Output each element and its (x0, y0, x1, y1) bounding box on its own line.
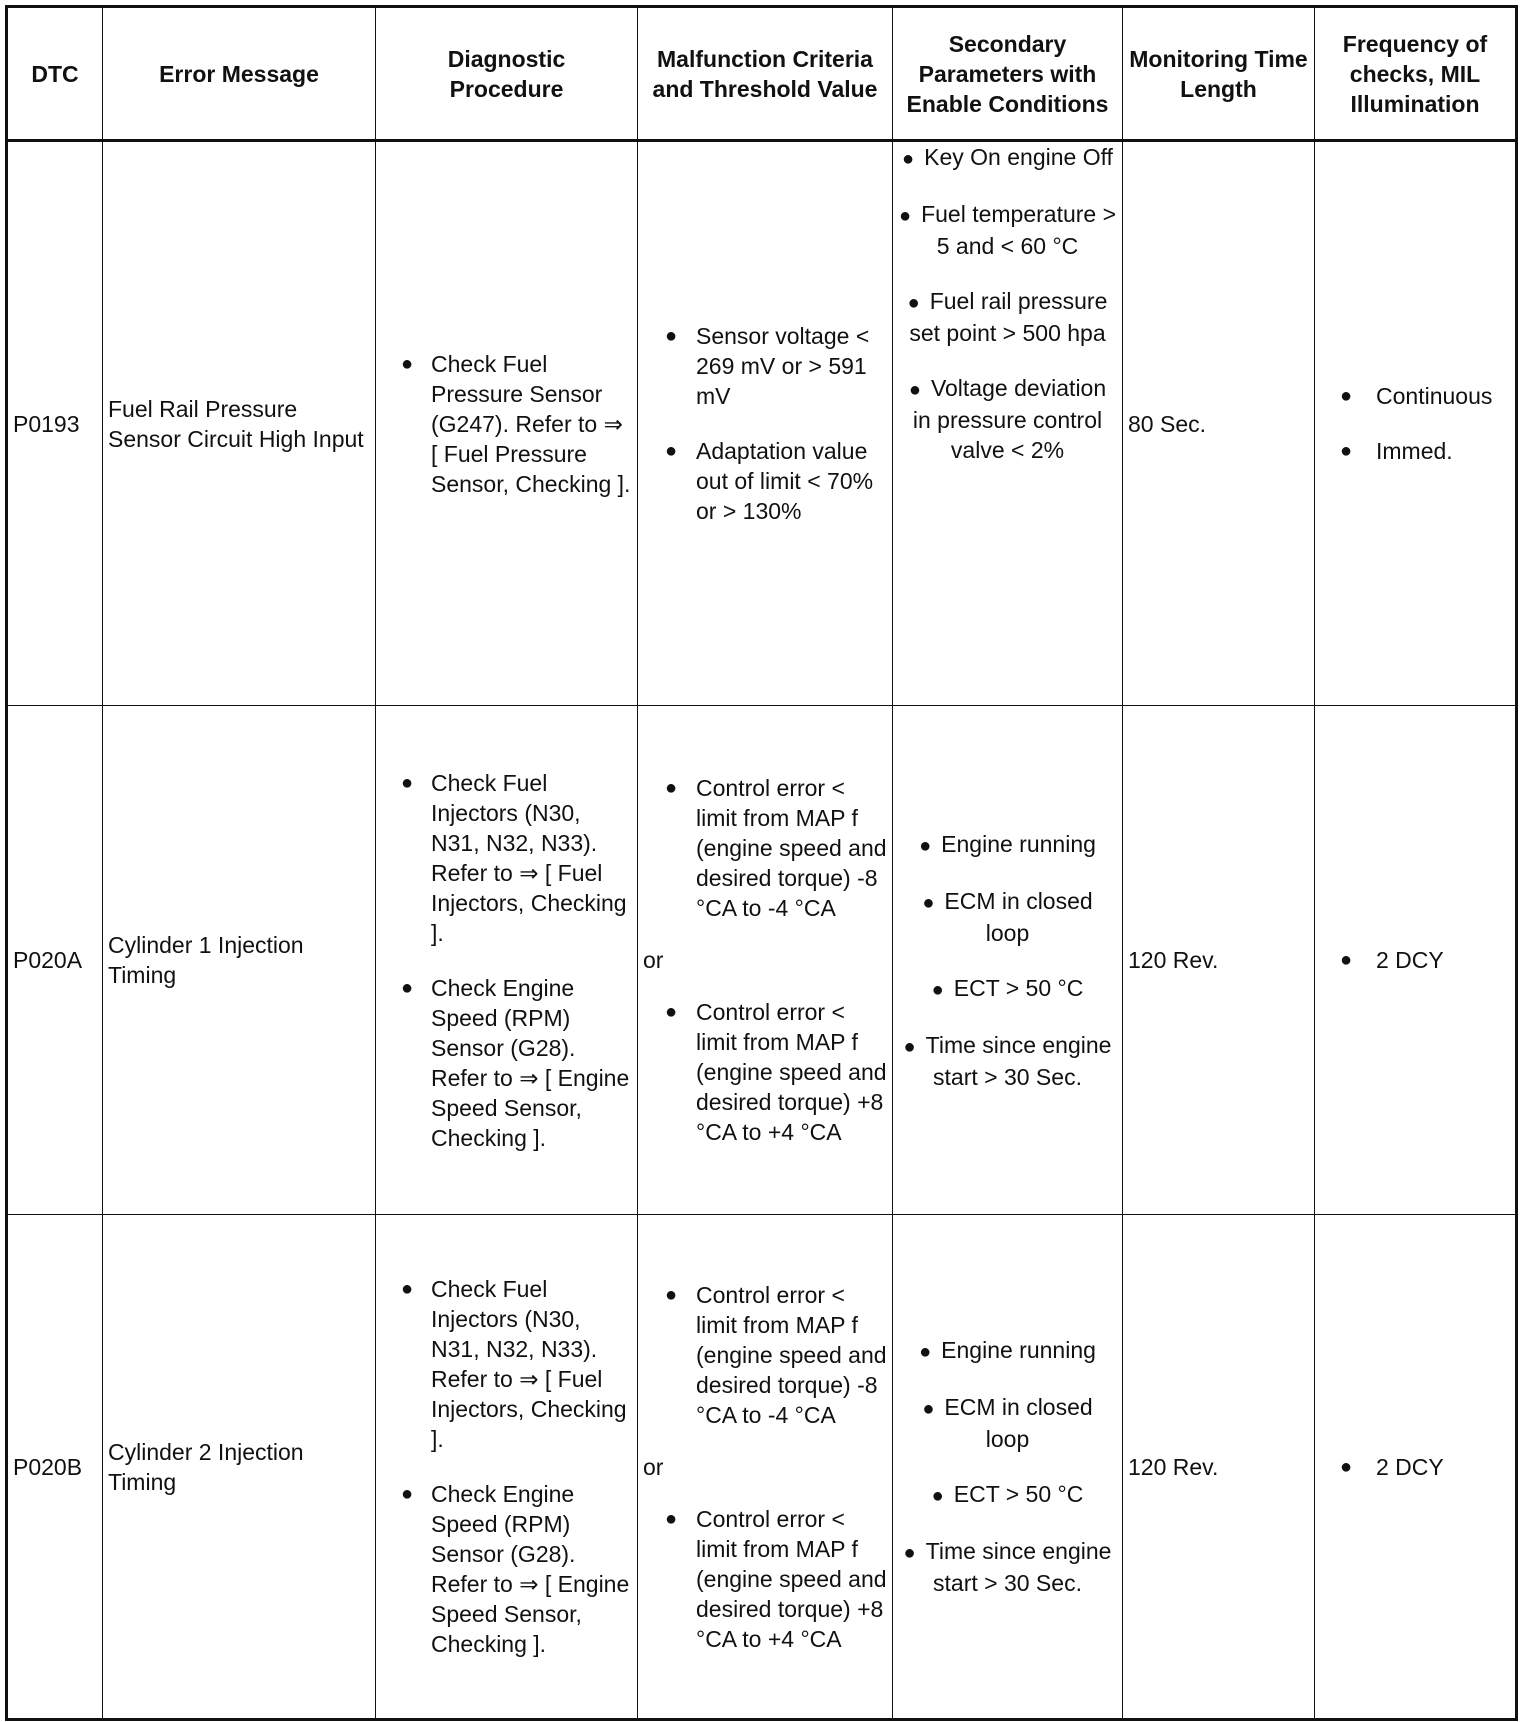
criteria-item: ● Control error < limit from MAP f (engine speed and desired torque) +8 °CA to +4 °CA (643, 997, 887, 1147)
procedure-item: ● Check Fuel Pressure Sensor (G247). Refer to ⇒ [ Fuel Pressure Sensor, Checking ]. (381, 349, 632, 499)
secondary-parameters (893, 141, 1123, 706)
frequency-item: ● Immed. (1320, 436, 1510, 466)
bullet-icon: ● (922, 1398, 935, 1420)
frequency (1315, 1215, 1517, 1720)
or-separator: or (643, 1453, 664, 1480)
criteria-item: ● Control error < limit from MAP f (engine speed and desired torque) +8 °CA to +4 °CA (643, 1504, 887, 1654)
error-message: Cylinder 1 Injection Timing (103, 706, 376, 1215)
header-monitoring-time: Monitoring Time Length (1123, 7, 1315, 141)
procedure-item: ● Check Engine Speed (RPM) Sensor (G28). Refer to ⇒ [ Engine Speed Sensor, Checking ]. (381, 1479, 632, 1659)
diagnostic-procedure (376, 141, 638, 706)
error-message: Cylinder 2 Injection Timing (103, 1215, 376, 1720)
frequency (1315, 706, 1517, 1215)
bullet-icon: ● (898, 205, 912, 227)
procedure-item: ● Check Fuel Injectors (N30, N31, N32, N33). Refer to ⇒ [ Fuel Injectors, Checking ]. (381, 1274, 632, 1454)
bullet-icon: ● (919, 1341, 932, 1363)
bullet-icon: ● (919, 834, 932, 857)
header-malfunction-criteria: Malfunction Criteria and Threshold Value (638, 7, 893, 141)
header-dtc: DTC (7, 7, 103, 141)
criteria-item: ● Control error < limit from MAP f (engine speed and desired torque) -8 °CA to -4 °CA (643, 773, 887, 923)
bullet-icon: ● (931, 978, 944, 1001)
table-row (7, 706, 1517, 1215)
monitoring-time: 80 Sec. (1123, 141, 1315, 706)
criteria-item: ● Sensor voltage < 269 mV or > 591 mV (643, 321, 887, 411)
parameter-item: ● ECT > 50 °C (931, 974, 1084, 1001)
bullet-icon: ● (903, 1035, 916, 1058)
table-row (7, 1215, 1517, 1720)
procedure-item: ● Check Fuel Injectors (N30, N31, N32, N33). Refer to ⇒ [ Fuel Injectors, Checking ]. (381, 768, 632, 948)
parameter-item: ● ECM in closed loop (922, 887, 1093, 946)
diagnostic-procedure (376, 706, 638, 1215)
parameter-item: ● Engine running (919, 830, 1096, 857)
header-diagnostic-procedure: Diagnostic Procedure (376, 7, 638, 141)
monitoring-time: 120 Rev. (1123, 706, 1315, 1215)
frequency-item: ● 2 DCY (1320, 945, 1510, 975)
parameter-item: ● ECM in closed loop (922, 1394, 1093, 1452)
bullet-icon: ● (908, 379, 921, 401)
dtc-code: P020B (7, 1215, 103, 1720)
criteria-item: ● Adaptation value out of limit < 70% or > 130% (643, 436, 887, 526)
malfunction-criteria (638, 141, 893, 706)
secondary-parameters (893, 1215, 1123, 1720)
bullet-icon: ● (907, 292, 920, 314)
frequency-item: ● Continuous (1320, 381, 1510, 411)
parameter-item: ● Engine running (919, 1337, 1096, 1363)
parameter-item: ● Voltage deviation in pressure control valve < 2% (908, 375, 1107, 463)
parameter-item: ● Time since engine start > 30 Sec. (903, 1538, 1112, 1596)
parameter-item: ● Fuel rail pressure set point > 500 hpa (907, 288, 1108, 346)
bullet-icon: ● (903, 1542, 916, 1564)
procedure-item: ● Check Engine Speed (RPM) Sensor (G28). Refer to ⇒ [ Engine Speed Sensor, Checking ]. (381, 973, 632, 1153)
malfunction-criteria (638, 706, 893, 1215)
parameter-item: ● Fuel temperature > 5 and < 60 °C (898, 201, 1117, 259)
parameter-item: ● Time since engine start > 30 Sec. (903, 1031, 1112, 1090)
header-frequency: Frequency of checks, MIL Illumination (1315, 7, 1517, 141)
parameter-item: ● Key On engine Off (902, 144, 1113, 170)
dtc-code: P0193 (7, 141, 103, 706)
header-secondary-parameters: Secondary Parameters with Enable Conditions (893, 7, 1123, 141)
frequency (1315, 141, 1517, 706)
header-error-message: Error Message (103, 7, 376, 141)
bullet-icon: ● (902, 148, 915, 170)
frequency-item: ● 2 DCY (1320, 1452, 1510, 1482)
monitoring-time: 120 Rev. (1123, 1215, 1315, 1720)
bullet-icon: ● (922, 891, 935, 914)
malfunction-criteria (638, 1215, 893, 1720)
error-message: Fuel Rail Pressure Sensor Circuit High Input (103, 141, 376, 706)
parameter-item: ● ECT > 50 °C (931, 1481, 1084, 1507)
dtc-code: P020A (7, 706, 103, 1215)
criteria-item: ● Control error < limit from MAP f (engine speed and desired torque) -8 °CA to -4 °CA (643, 1280, 887, 1430)
bullet-icon: ● (931, 1485, 944, 1507)
table-row (7, 141, 1517, 706)
or-separator: or (643, 947, 664, 973)
secondary-parameters (893, 706, 1123, 1215)
diagnostic-procedure (376, 1215, 638, 1720)
header-row (7, 7, 1517, 141)
dtc-table (5, 5, 1518, 1721)
